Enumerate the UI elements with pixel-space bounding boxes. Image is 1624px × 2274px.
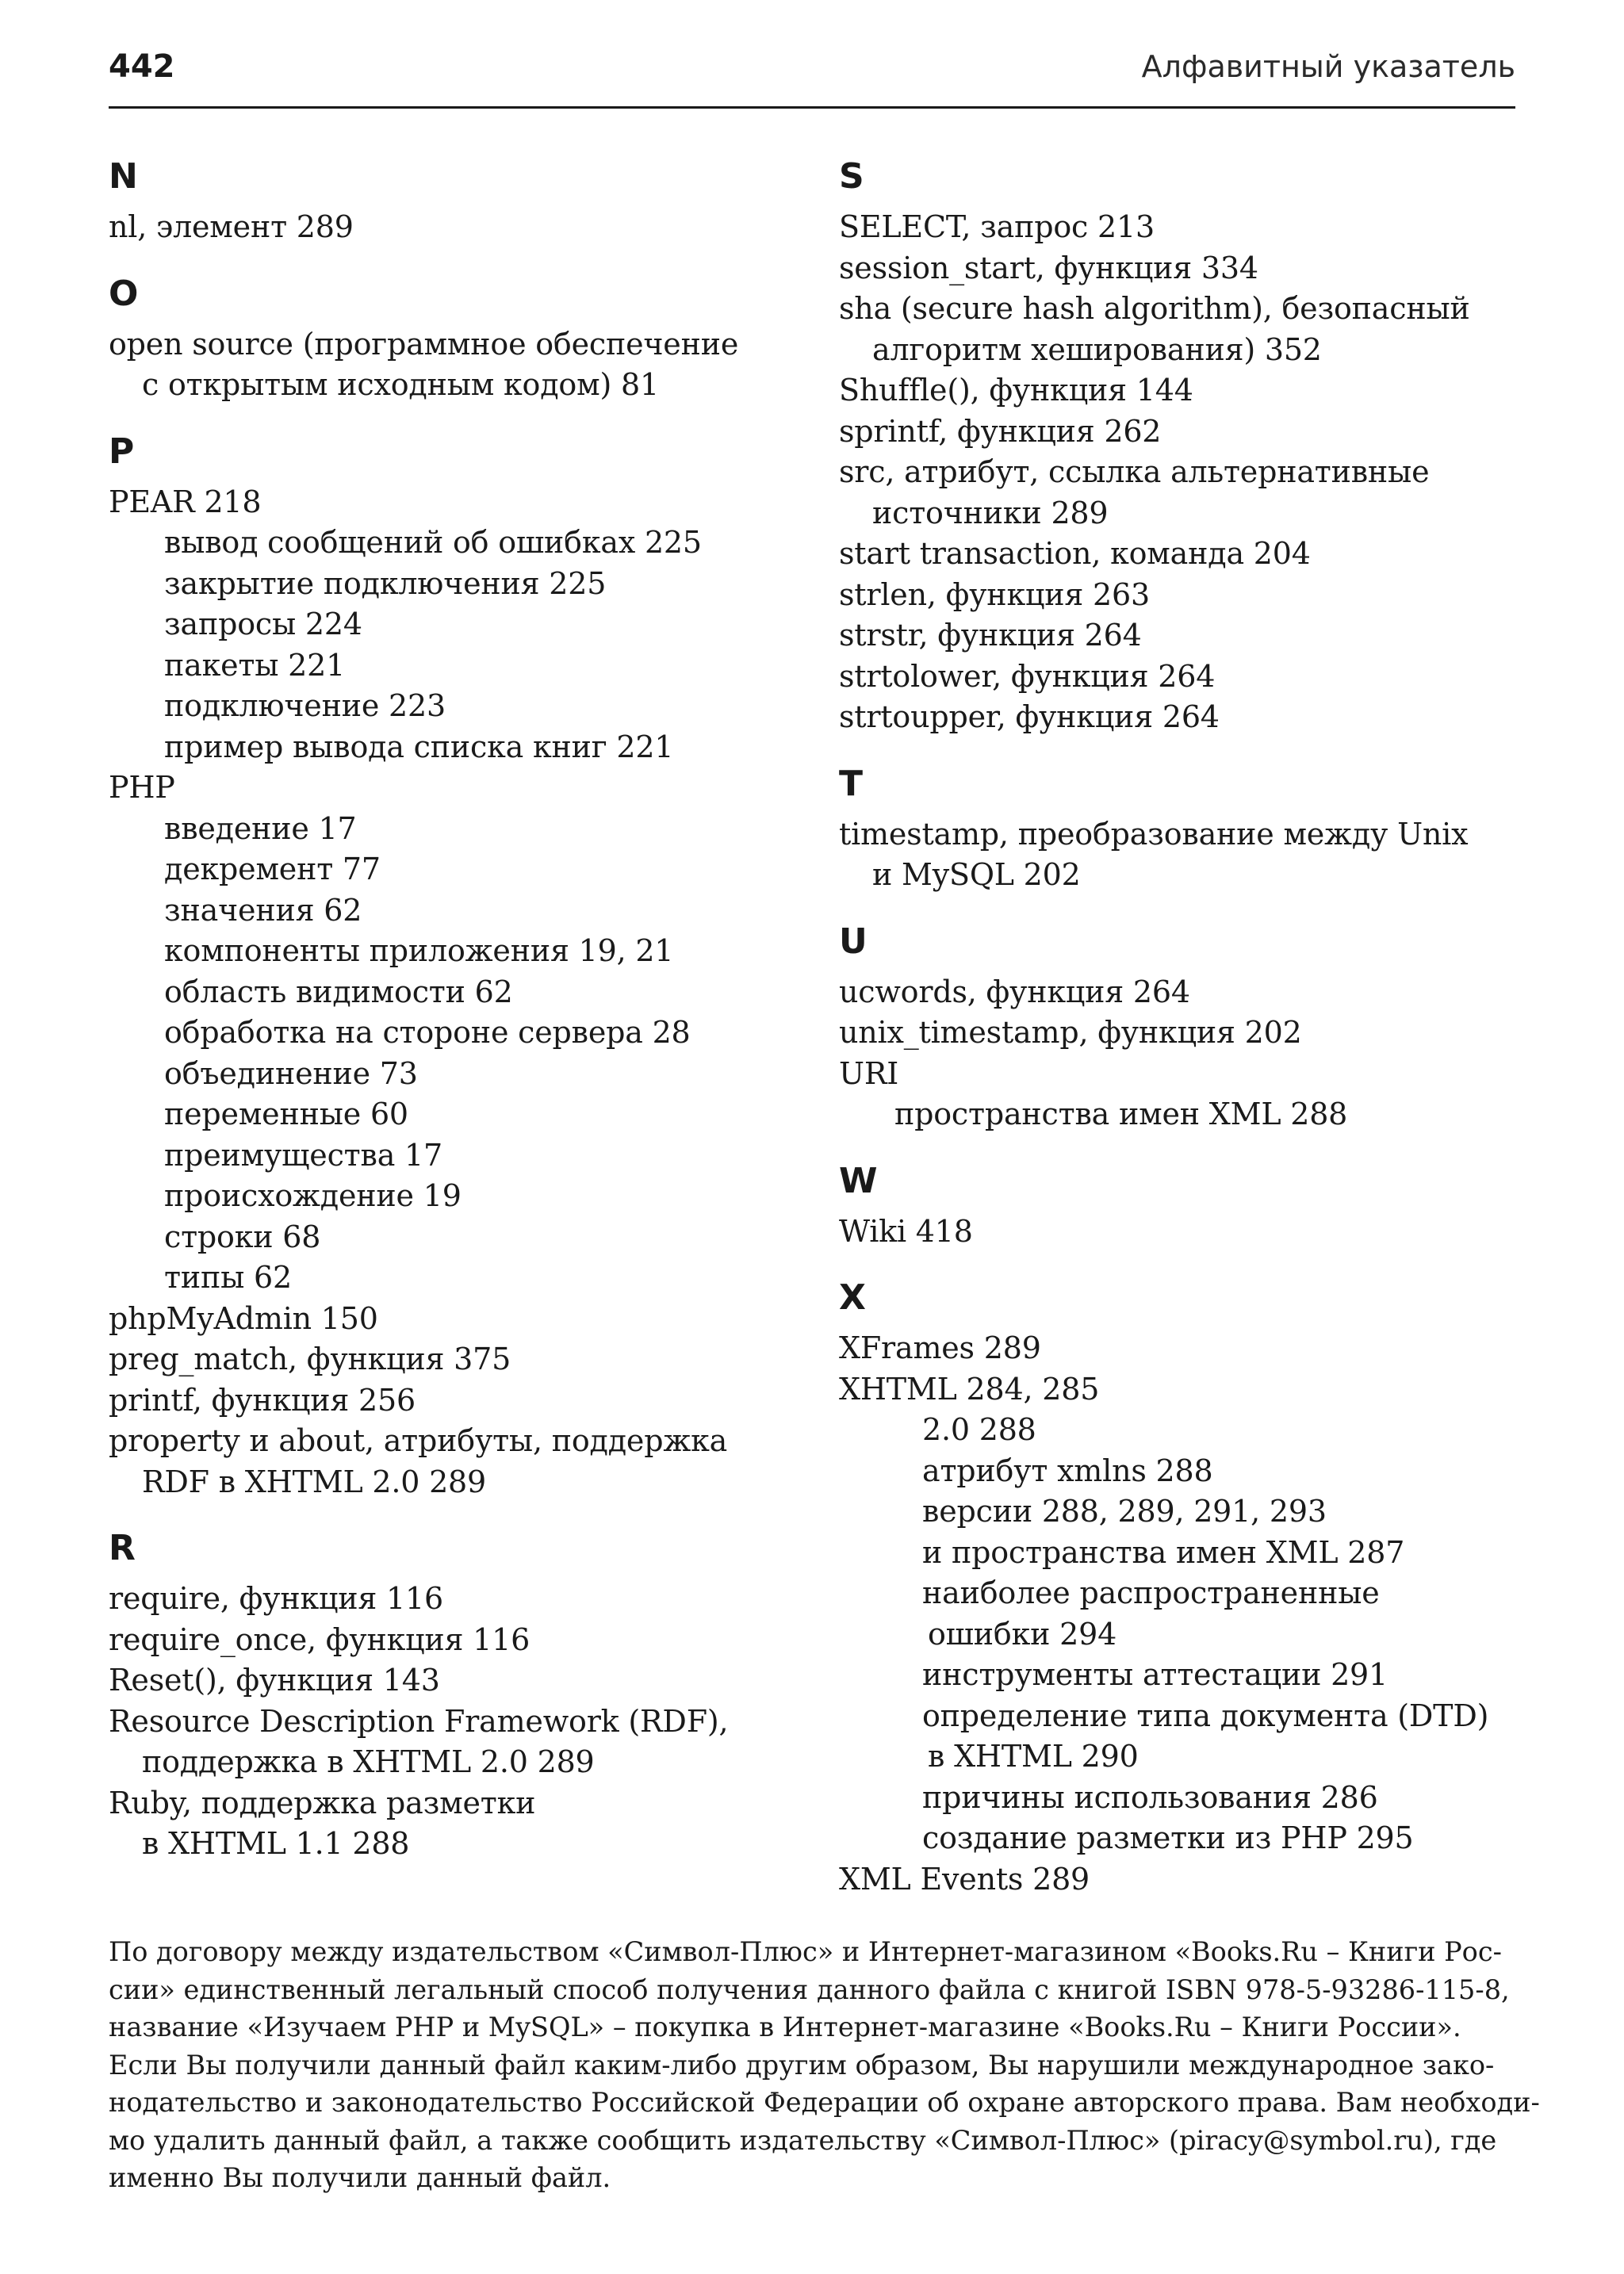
index-entry: причины использования 286 [922,1779,1378,1815]
index-entry: наиболее распространенные [922,1575,1380,1610]
index-entry: пространства имен XML 288 [894,1097,1348,1131]
index-entry: Wiki 418 [839,1213,973,1249]
index-entry: Resource Description Framework (RDF), [109,1703,729,1739]
index-entry: nl, элемент 289 [109,209,354,244]
index-entry: в XHTML 290 [928,1739,1139,1774]
index-entry: в XHTML 1.1 288 [142,1826,410,1861]
index-section-u [839,920,1521,1135]
page-number: 442 [109,48,175,85]
index-entry: и MySQL 202 [872,857,1081,892]
index-entry: Reset(), функция 143 [109,1663,440,1698]
index-entry: Ruby, поддержка разметки [109,1785,536,1820]
index-entry: алгоритм хеширования) 352 [872,331,1322,367]
index-entry: создание разметки из PHP 295 [922,1820,1414,1855]
index-entry: компоненты приложения 19, 21 [164,933,674,968]
section-letter: R [109,1528,136,1568]
index-entry: start transaction, команда 204 [839,536,1311,571]
index-section-r [109,1526,806,1865]
index-entry: timestamp, преобразование между Unix [839,816,1469,852]
index-entry: property и about, атрибуты, поддержка [109,1423,728,1458]
index-entry: версии 288, 289, 291, 293 [922,1494,1327,1529]
index-entry: вывод сообщений об ошибках 225 [164,525,702,560]
index-entry: phpMyAdmin 150 [109,1300,378,1336]
index-entry: require_once, функция 116 [109,1621,530,1657]
index-entry: и пространства имен XML 287 [922,1534,1405,1570]
copyright-notice [109,1933,1540,2197]
index-entry: ucwords, функция 264 [839,974,1190,1009]
index-entry: XFrames 289 [839,1330,1041,1365]
section-letter: P [109,431,135,472]
index-entry: SELECT, запрос 213 [839,209,1155,244]
index-entry: значения 62 [164,892,362,928]
index-entry: объединение 73 [164,1055,418,1091]
index-entry: src, атрибут, ссылка альтернативные [839,454,1430,489]
index-entry: декремент 77 [164,852,381,886]
index-entry: определение типа документа (DTD) [922,1698,1489,1733]
section-letter: S [839,156,864,197]
index-entry: session_start, функция 334 [839,250,1258,285]
index-entry: поддержка в XHTML 2.0 289 [142,1744,595,1779]
index-entry: введение 17 [164,810,357,846]
index-entry: преимущества 17 [164,1137,442,1173]
index-entry: sprintf, функция 262 [839,413,1162,449]
index-section-t [839,762,1521,896]
index-column-left [109,155,806,1865]
index-section-x [839,1276,1521,1900]
index-section-p [109,430,806,1503]
section-letter: N [109,156,138,197]
index-section-s [839,155,1521,738]
index-entry: пример вывода списка книг 221 [164,729,674,764]
index-entry: RDF в XHTML 2.0 289 [142,1464,486,1499]
index-entry: require, функция 116 [109,1581,443,1616]
index-entry: URI [839,1055,899,1091]
index-entry: PEAR 218 [109,484,262,519]
index-entry: подключение 223 [164,688,446,723]
index-entry: 2.0 288 [922,1412,1036,1447]
index-entry: PHP [109,770,175,805]
page-header [109,46,1515,87]
index-entry: XML Events 289 [839,1861,1090,1897]
index-entry: strtolower, функция 264 [839,658,1216,694]
section-letter: W [839,1160,878,1201]
index-entry: unix_timestamp, функция 202 [839,1015,1302,1050]
index-entry: strtoupper, функция 264 [839,699,1220,734]
index-entry: с открытым исходным кодом) 81 [142,367,659,402]
index-entry: источники 289 [872,495,1109,530]
index-entry: strstr, функция 264 [839,618,1142,653]
notice-line: именно Вы получили данный файл. [109,2162,611,2193]
section-letter: O [109,273,139,314]
index-entry: printf, функция 256 [109,1382,416,1418]
index-column-right [839,155,1521,1900]
index-entry: происхождение 19 [164,1178,462,1213]
section-letter: U [839,921,868,962]
notice-line: По договору между издательством «Символ-Плюс» и Интернет-магазином «Books.Ru – Книги Рос- [109,1936,1502,1967]
index-entry: Shuffle(), функция 144 [839,373,1193,408]
notice-line: Если Вы получили данный файл каким-либо другим образом, Вы нарушили международное зако- [109,2049,1495,2081]
notice-line: нодательство и законодательство Российской Федерации об охране авторского права. Вам необходи- [109,2087,1540,2118]
notice-line: мо удалить данный файл, а также сообщить издательству «Символ-Плюс» (piracy@symbol.ru), где [109,2124,1497,2156]
index-entry: инструменты аттестации 291 [922,1657,1388,1692]
index-entry: strlen, функция 263 [839,576,1150,612]
header-rule [109,106,1515,109]
index-entry: область видимости 62 [164,974,513,1009]
index-entry: переменные 60 [164,1097,408,1131]
index-entry: строки 68 [164,1219,321,1254]
index-entry: обработка на стороне сервера 28 [164,1015,691,1050]
index-entry: пакеты 221 [164,647,346,683]
index-entry: ошибки 294 [928,1616,1117,1652]
notice-line: название «Изучаем PHP и MySQL» – покупка в Интернет-магазине «Books.Ru – Книги России». [109,2012,1461,2042]
section-letter: X [839,1277,866,1318]
index-entry: preg_match, функция 375 [109,1342,511,1376]
index-entry: запросы 224 [164,607,362,641]
index-entry: open source (программное обеспечение [109,326,739,362]
index-section-w [839,1159,1521,1253]
index-entry: типы 62 [164,1260,292,1295]
index-section-o [109,272,806,406]
section-letter: T [839,763,864,804]
index-entry: sha (secure hash algorithm), безопасный [839,291,1470,326]
index-entry: закрытие подключения 225 [164,565,607,601]
index-entry: атрибут xmlns 288 [922,1453,1213,1488]
index-entry: XHTML 284, 285 [839,1371,1100,1407]
index-section-n [109,155,806,248]
notice-line: сии» единственный легальный способ получения данного файла с книгой ISBN 978-5-93286-115-8, [109,1973,1510,2005]
running-title: Алфавитный указатель [1141,49,1515,84]
